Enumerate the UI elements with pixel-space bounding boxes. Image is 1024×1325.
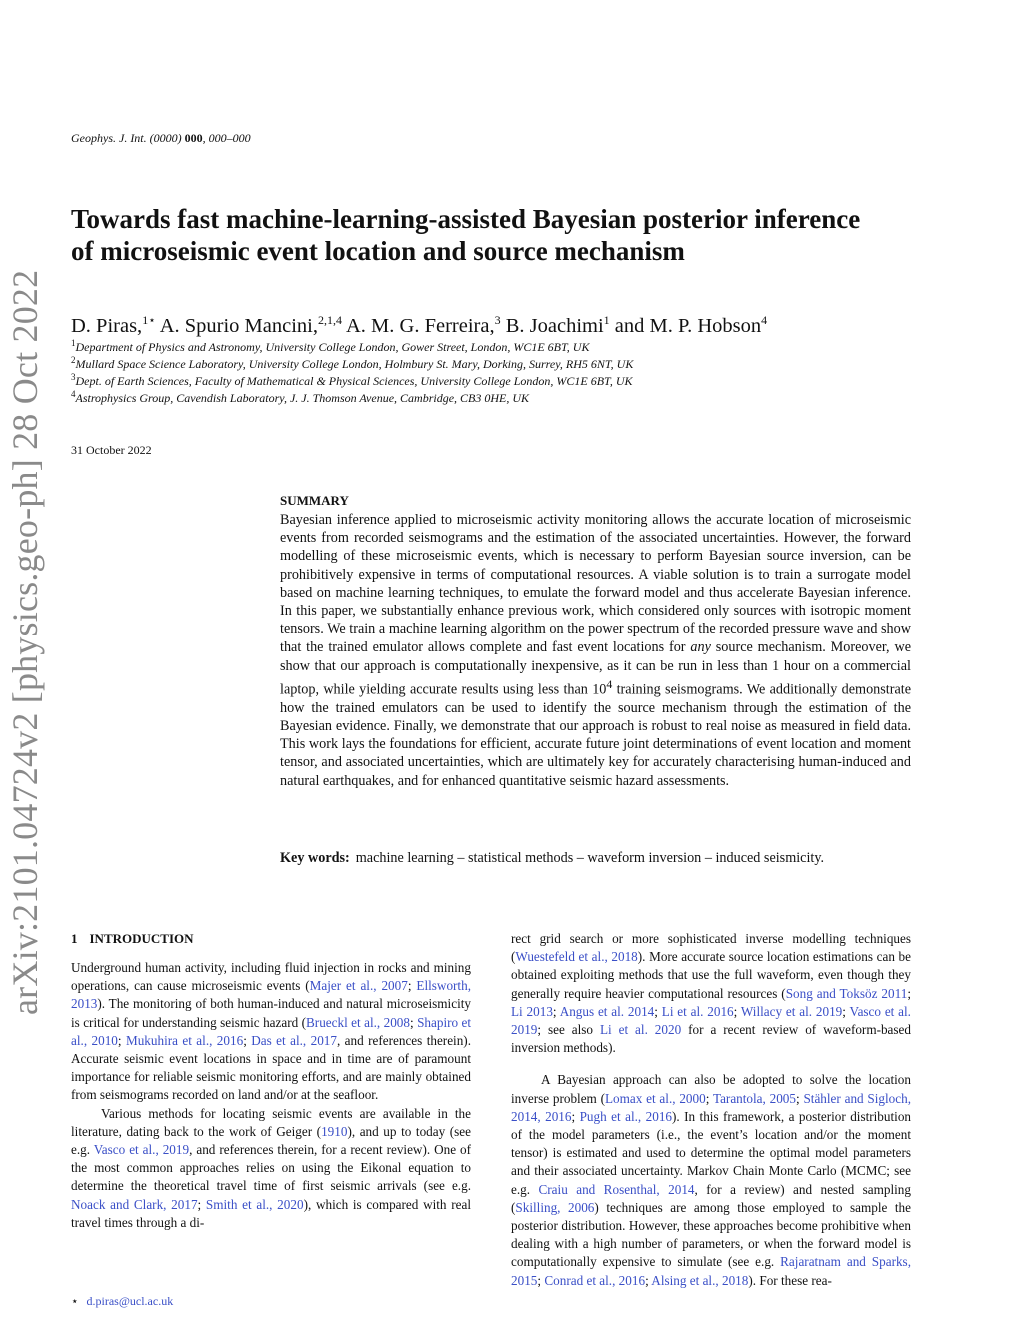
author-affil-mark: 3 <box>494 313 501 327</box>
paper-date: 31 October 2022 <box>71 443 152 457</box>
paragraph-text: ). More accurate source location estimations can be obtained exploiting methods that use the full waveform, even though they generally require heavier computational resources ( <box>511 949 911 1001</box>
paragraph-text: ; <box>117 1032 126 1048</box>
citation-link[interactable]: Conrad et al., 2016 <box>544 1272 646 1288</box>
citation-link[interactable]: Rajaratnam and Sparks, 2015 <box>511 1254 911 1288</box>
paragraph <box>71 959 471 1105</box>
paragraph-text: ; <box>552 1003 560 1019</box>
affiliation-4 <box>71 386 951 407</box>
citation-link[interactable]: Li 2013 <box>511 1003 553 1019</box>
summary-exponent: 4 <box>606 676 613 691</box>
citation-link[interactable]: Wuestefeld et al., 2018 <box>515 949 638 965</box>
citation-link[interactable]: Majer et al., 2007 <box>309 978 408 994</box>
paragraph-text: ; <box>705 1090 713 1106</box>
paragraph-text: ; <box>842 1003 850 1019</box>
citation-link[interactable]: Lomax et al., 2000 <box>605 1090 706 1106</box>
citation-link[interactable]: Vasco et al., 2019 <box>93 1142 190 1158</box>
paragraph-text: ; <box>571 1108 580 1124</box>
paragraph-text: A Bayesian approach can also be adopted to solve the location inverse problem ( <box>511 1072 911 1106</box>
citation-link[interactable]: Pugh et al., 2016 <box>579 1108 673 1124</box>
paragraph <box>71 1105 471 1232</box>
paragraph-text: ; <box>645 1272 652 1288</box>
paragraph-text: ; <box>733 1003 741 1019</box>
citation-link[interactable]: Alsing et al., 2018 <box>651 1272 749 1288</box>
author-affil-mark: 4 <box>761 313 768 327</box>
title-line-1: Towards fast machine-learning-assisted Bayesian posterior inference <box>71 204 861 234</box>
author-affil-mark: 1 <box>603 313 610 327</box>
keywords-label: Key words: <box>280 850 350 866</box>
paragraph-text: rect grid search or more sophisticated inverse modelling techniques ( <box>511 931 911 965</box>
section-number: 1 <box>71 931 78 946</box>
citation-link[interactable]: Willacy et al. 2019 <box>740 1003 843 1019</box>
affiliation-mark: 1 <box>71 338 76 348</box>
paragraph <box>511 1071 911 1289</box>
footnote <box>71 1294 173 1309</box>
citation-link[interactable]: Stähler and Sigloch, 2014, 2016 <box>511 1090 912 1124</box>
affiliation-text: Department of Physics and Astronomy, University College London, Gower Street, London, WC1E 6BT, UK <box>75 340 590 354</box>
footnote-email-link[interactable]: d.piras@ucl.ac.uk <box>86 1294 174 1308</box>
citation-link[interactable]: Angus et al. 2014 <box>559 1003 655 1019</box>
summary-part: Bayesian inference applied to microseismic activity monitoring allows the accurate location of microseismic events from recorded seismograms and the estimation of the associated uncertainties. However, the forward modelling of these microseismic events, which is necessary to perform Bayesian source inversion, can be prohibitively expensive in terms of computational resources. A viable solution is to train a surrogate model based on machine learning techniques, to emulate the forward model and thus accelerate Bayesian inference. In this paper, we substantially enhance previous work, which considered only sources with isotropic moment tensors. We train a machine learning algorithm on the power spectrum of the recorded pressure wave and show that the trained emulator allows complete and fast event locations for <box>280 512 911 656</box>
affiliation-mark: 4 <box>71 389 76 399</box>
paragraph-text: ; <box>796 1090 804 1106</box>
journal-pages: , 000–000 <box>202 131 251 145</box>
citation-link[interactable]: 1910 <box>321 1123 348 1139</box>
paragraph-text: ; see also <box>537 1022 600 1038</box>
paragraph-text: ). In this framework, a posterior distribution of the model parameters (i.e., the event’s location and/or the moment tensor) is estimated and used to determine the optimal model parameters and their associated uncertainty. Markov Chain Monte Carlo (MCMC; see e.g. <box>511 1108 912 1197</box>
paragraph-text: ). For these rea- <box>748 1272 832 1288</box>
affiliation-text: Astrophysics Group, Cavendish Laboratory, J. J. Thomson Avenue, Cambridge, CB3 0HE, UK <box>75 391 530 405</box>
citation-link[interactable]: Mukuhira et al., 2016 <box>125 1032 244 1048</box>
summary-heading: SUMMARY <box>280 493 349 508</box>
paragraph-text: ; <box>409 1014 418 1030</box>
footnote-marker: ⋆ <box>71 1294 79 1308</box>
paragraph-text: ), and up to today (see e.g. <box>71 1123 472 1158</box>
author-name: and M. P. Hobson <box>609 314 762 337</box>
author-name: A. M. G. Ferreira, <box>342 314 495 337</box>
paragraph-text: ; <box>907 985 911 1001</box>
affiliation-text: Mullard Space Science Laboratory, University College London, Holmbury St. Mary, Dorking, Surrey, RH5 6NT, UK <box>75 357 634 371</box>
summary-text <box>280 511 911 790</box>
citation-link[interactable]: Li et al. 2020 <box>599 1022 682 1038</box>
citation-link[interactable]: Vasco et al. 2019 <box>511 1003 911 1038</box>
affiliation-mark: 3 <box>71 372 76 382</box>
paragraph-text: , for a review) and nested sampling ( <box>511 1181 911 1215</box>
citation-link[interactable]: Shapiro et al., 2010 <box>71 1014 472 1048</box>
paragraph-text: for a recent review of waveform-based inversion methods). <box>511 1022 911 1056</box>
arxiv-stamp: arXiv:2101.04724v2 [physics.geo-ph] 28 Oct 2022 <box>5 269 45 1015</box>
affiliation-mark: 2 <box>71 355 76 365</box>
journal-year: (0000) <box>149 131 182 145</box>
paragraph-text: ; <box>243 1032 252 1048</box>
section-heading <box>71 931 194 947</box>
summary-emphasis: any <box>690 639 711 656</box>
paragraph-text: Various methods for locating seismic events are available in the literature, dating back to the work of Geiger ( <box>71 1105 471 1139</box>
citation-link[interactable]: Skilling, 2006 <box>515 1199 595 1215</box>
citation-link[interactable]: Li et al. 2016 <box>661 1003 734 1019</box>
paper-title <box>71 203 951 267</box>
paragraph-text: ; <box>537 1272 545 1288</box>
affiliation-text: Dept. of Earth Sciences, Faculty of Mathematical & Physical Sciences, University College London, WC1E 6BT, UK <box>75 374 633 388</box>
citation-link[interactable]: Brueckl et al., 2008 <box>306 1014 410 1030</box>
paragraph-text: ). The monitoring of both human-induced and natural microseismicity is critical for understanding seismic hazard ( <box>71 996 471 1030</box>
author-name: B. Joachimi <box>500 314 604 337</box>
paragraph-text: , and references therein). Accurate seismic event locations in space and in time are of paramount importance for reliable seismic monitoring efforts, and are mainly obtained from seismograms recorded on land and/or at the seafloor. <box>71 1032 471 1103</box>
citation-link[interactable]: Noack and Clark, 2017 <box>71 1196 198 1212</box>
author-name: D. Piras, <box>71 314 143 337</box>
paragraph-text: ; <box>197 1196 206 1212</box>
paragraph-text: ; <box>407 978 417 994</box>
author-affil-mark: 2,1,4 <box>318 313 342 327</box>
citation-link[interactable]: Craiu and Rosenthal, 2014 <box>538 1181 695 1197</box>
citation-link[interactable]: Tarantola, 2005 <box>712 1090 796 1106</box>
journal-header <box>71 131 251 146</box>
left-column <box>71 959 471 1232</box>
paragraph <box>511 930 911 1057</box>
paragraph-text: , and references therein, for a recent review). One of the most common approaches relies on using the Eikonal equation to determine the theoretical travel time of first seismic arrivals (see e.g. <box>71 1142 471 1194</box>
journal-name: Geophys. J. Int. <box>71 131 147 145</box>
journal-volume: 000 <box>184 131 203 145</box>
paragraph-text: ) techniques are among those employed to sample the posterior distribution. However, these approaches become prohibitive when dealing with a high number of parameters, or when the forward model is computationally expensive to simulate (see e.g. <box>511 1199 911 1270</box>
author-affil-mark: 1⋆ <box>142 313 156 327</box>
paragraph-text: Underground human activity, including fluid injection in rocks and mining operations, can cause microseismic events ( <box>71 960 471 994</box>
citation-link[interactable]: Song and Toksöz 2011 <box>785 985 908 1001</box>
section-title: INTRODUCTION <box>89 931 194 946</box>
citation-link[interactable]: Smith et al., 2020 <box>205 1196 304 1212</box>
citation-link[interactable]: Ellsworth, 2013 <box>71 978 471 1012</box>
paragraph-text: ), which is compared with real travel times through a di- <box>71 1196 471 1230</box>
summary-part: source mechanism. Moreover, we show that our approach is computationally inexpensive, as it can be run in less than 1 hour on a commercial laptop, while yielding accurate results using less than 10 <box>280 639 911 698</box>
citation-link[interactable]: Das et al., 2017 <box>251 1032 337 1048</box>
title-line-2: of microseismic event location and source mechanism <box>71 236 685 266</box>
keywords <box>280 849 911 867</box>
summary-part: training seismograms. We additionally demonstrate how the trained emulators can be used to identify the source mechanism through the estimation of the Bayesian evidence. Finally, we demonstrate that our approach is robust to real noise as measured in field data. This work lays the foundations for efficient, accurate future joint determinations of event location and moment tensor, and associated uncertainties, which are ultimately key for accurately characterising human-induced and natural earthquakes, and for enhanced quantitative seismic hazard assessments. <box>280 681 911 789</box>
author-name: A. Spurio Mancini, <box>155 314 318 337</box>
keywords-text: machine learning – statistical methods – waveform inversion – induced seismicity. <box>355 850 825 866</box>
paragraph-text: ; <box>654 1003 662 1019</box>
right-column <box>511 930 911 1290</box>
